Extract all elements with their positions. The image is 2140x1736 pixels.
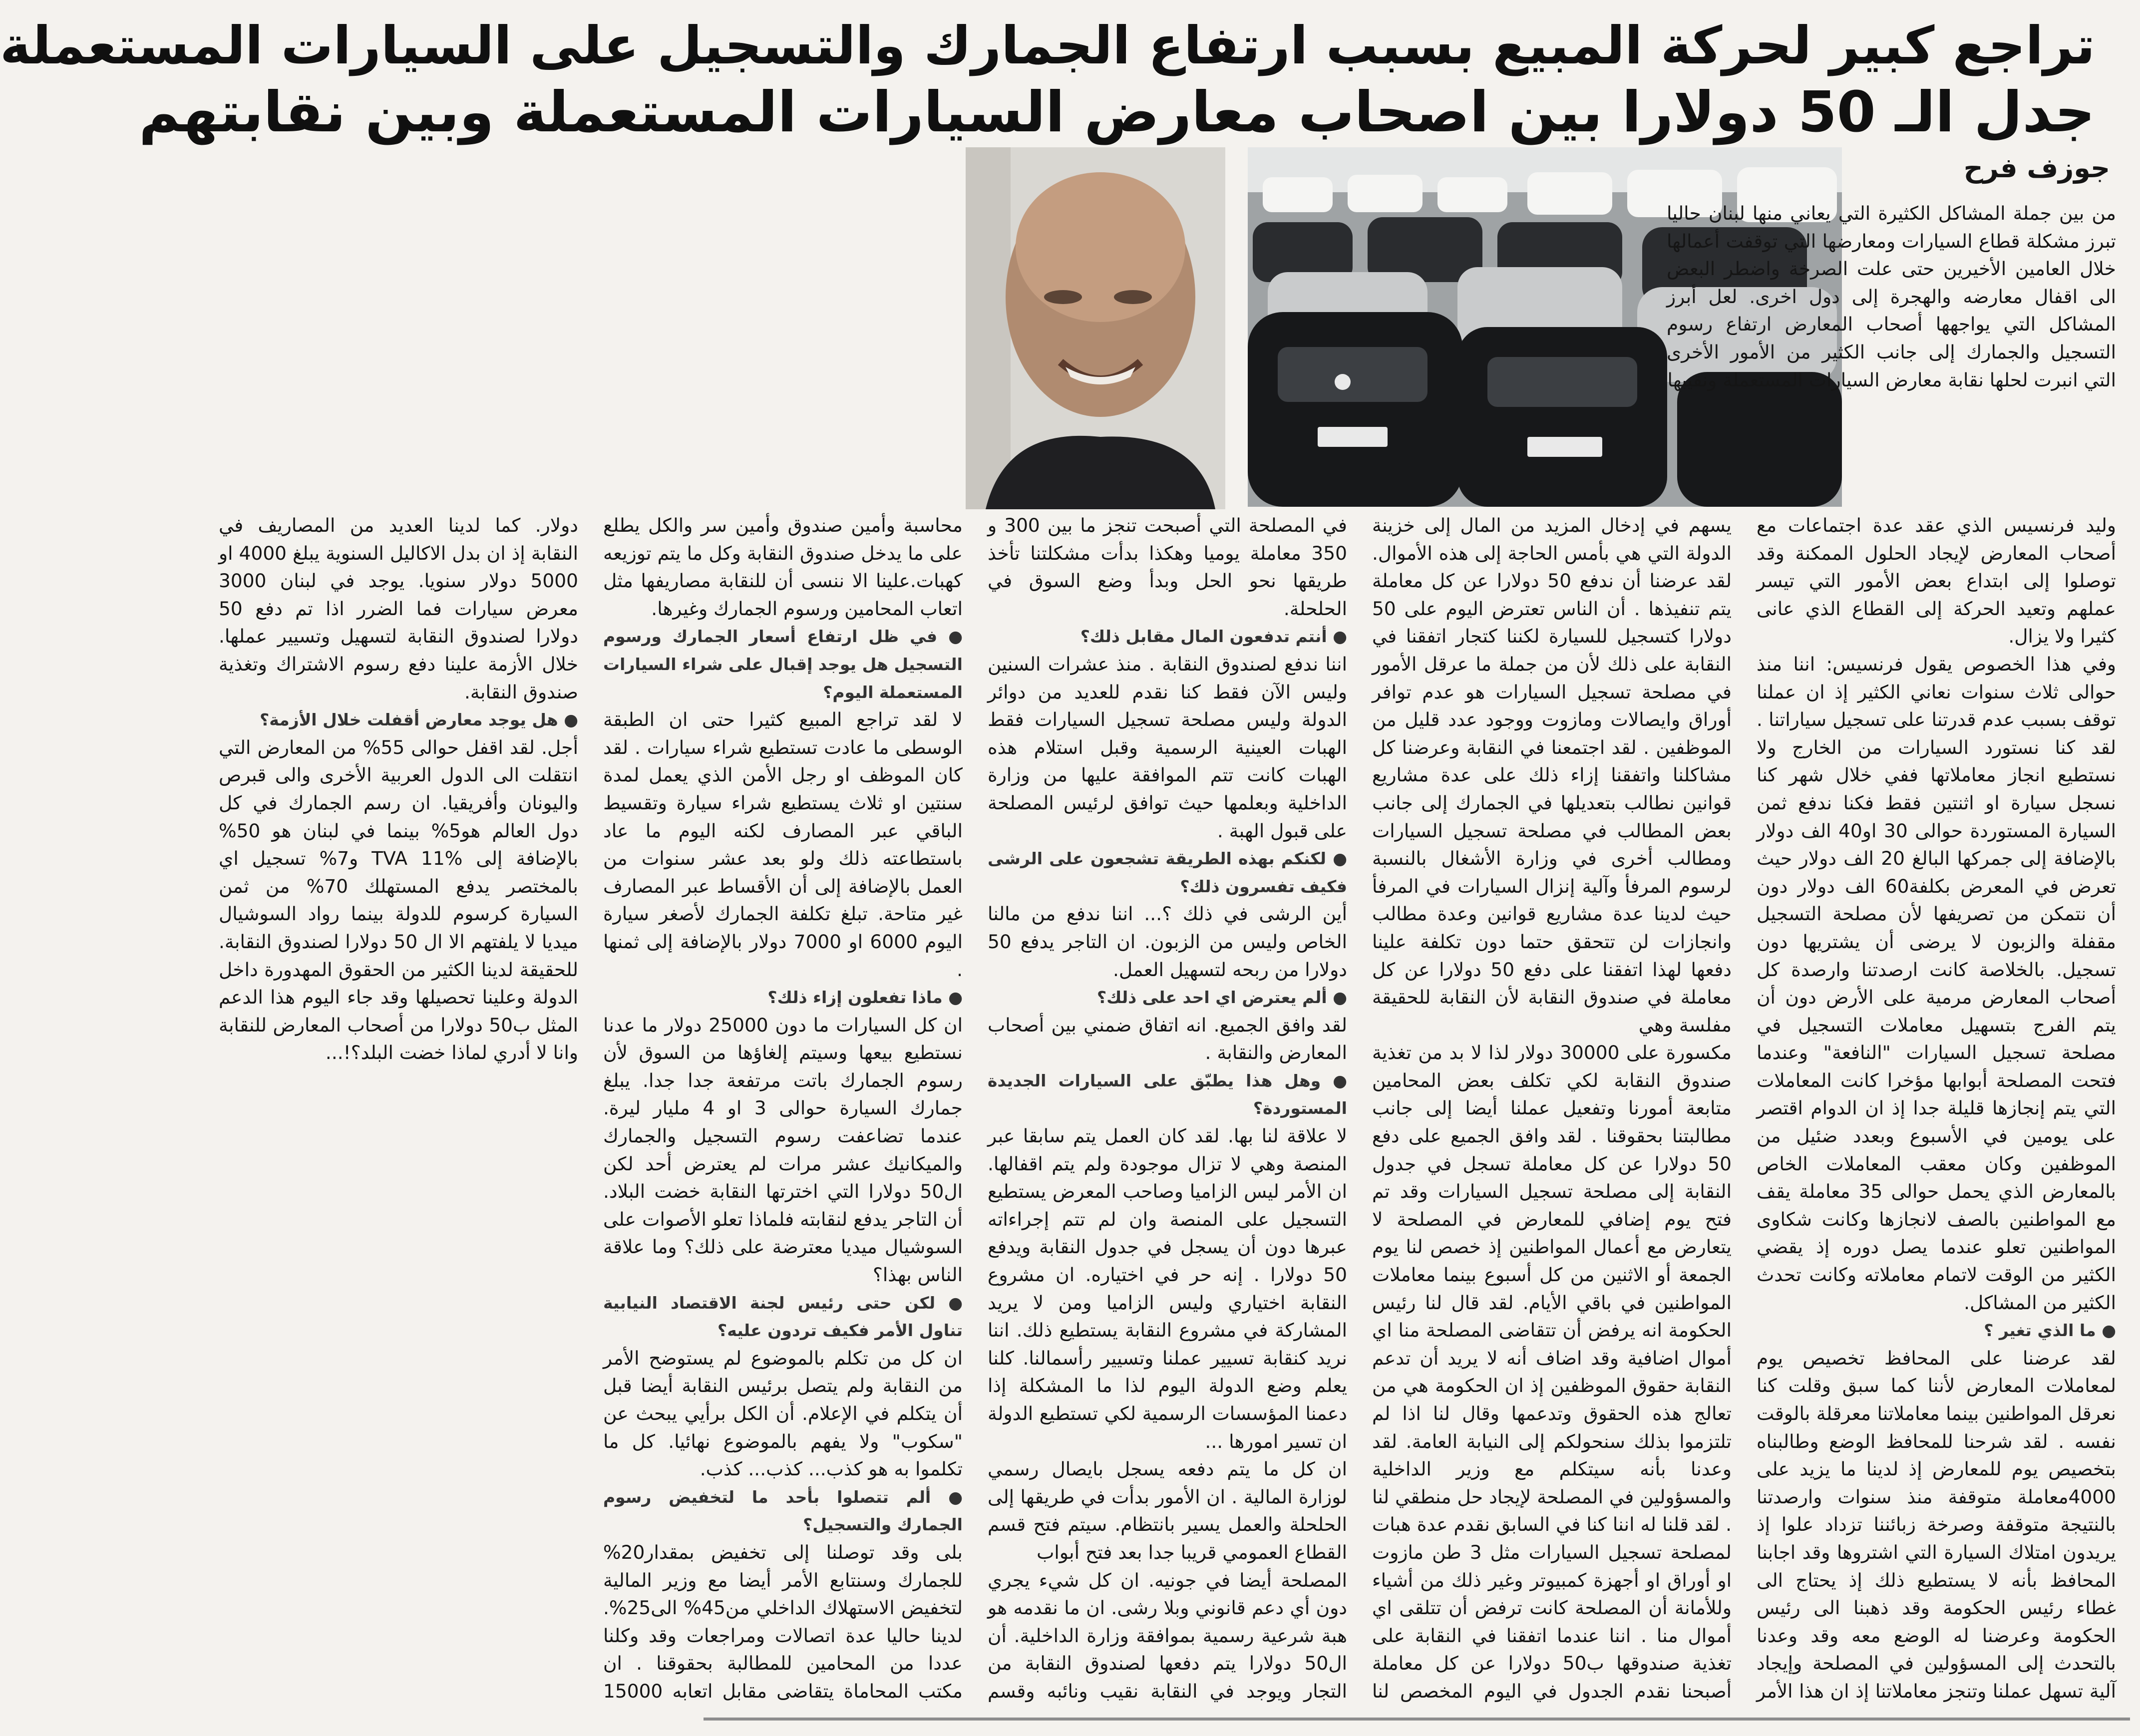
interview-question: ● لكنكم بهذه الطريقة تشجعون على الرشى فكيف تفسرون ذلك؟ [988, 849, 1347, 896]
article-body-columns [219, 512, 2117, 1713]
headline-line-1: تراجع كبير لحركة المبيع بسبب ارتفاع الجمارك والتسجيل على السيارات المستعملة [0, 15, 2095, 76]
interview-question: ● في ظل ارتفاع أسعار الجمارك ورسوم التسجيل هل يوجد إقبال على شراء السيارات المستعملة اليوم؟ [603, 627, 963, 702]
interview-question: ● ألم يعترض اي احد على ذلك؟ [1096, 988, 1347, 1008]
article-paragraph: من بين جملة المشاكل الكثيرة التي يعاني منها لبنان حاليا تبرز مشكلة قطاع السيارات ومعارضها التي توقفت أعمالها خلال العامين الأخيرين حتى علت الصرخة واضطر البعض الى اقفال معارضه والهجرة إلى دول اخرى. لعل أبرز المشاكل التي يواجهها أصحاب المعارض ارتفاع رسوم التسجيل والجمارك إلى جانب الكثير من الأمور الأخرى التي انبرت لحلها نقابة معارض السيارات المستعملة ونقيبها [1667, 202, 2116, 391]
article-paragraph: أين الرشى في ذلك ؟... اننا ندفع من مالنا الخاص وليس من الزبون. ان التاجر يدفع 50 دولارا من ربحه لتسهيل العمل. [988, 903, 1347, 981]
article-paragraph: وفي هذا الخصوص يقول فرنسيس: اننا منذ حوالى ثلاث سنوات نعاني الكثير إذ ان عملنا توقف بسبب عدم قدرتنا على تسجيل سياراتنا . لقد كنا نستورد السيارات من الخارج ولا نستطيع انجاز معاملاتها ففي خلال شهر كنا نسجل سيارة او اثنتين فقط فكنا ندفع ثمن السيارة المستوردة حوالى 30 او40 الف دولار بالإضافة إلى جمركها البالغ 20 الف دولار حيث تعرض في المعرض بكلفة60 الف دولار دون أن نتمكن من تصريفها لأن مصلحة التسجيل مقفلة والزبون لا يرضى أن يشتريها دون تسجيل. بالخلاصة كانت ارصدتنا وارصدة كل أصحاب المعارض مرمية على الأرض دون أن يتم الفرج بتسهيل معاملات التسجيل في مصلحة تسجيل السيارات "النافعة" وعندما فتحت المصلحة أبوابها مؤخرا كانت المعاملات التي يتم إنجازها قليلة جدا إذ ان الدوام اقتصر على يومين في الأسبوع وبعدد ضئيل من الموظفين وكان معقب المعاملات الخاص بالمعارض الذي يحمل حوالى 35 معاملة يقف مع المواطنين بالصف لانجازها وكانت شكاوى المواطنين تعلو عندما يصل دوره إذ يقضي الكثير من الوقت لاتمام معاملاته وكانت تحدث الكثير من المشاكل. [1757, 653, 2117, 1314]
article-column-intro [1667, 200, 2116, 509]
article-paragraph: مكسورة على 30000 دولار لذا لا بد من تغذية صندوق النقابة لكي تكلف بعض المحامين متابعة أمورنا وتفعيل عملنا أيضا إلى جانب مطالبتنا بحقوقنا . لقد وافق الجميع على دفع 50 دولارا عن كل معاملة تسجل في جدول النقابة إلى مصلحة تسجيل السيارات وقد تم فتح يوم إضافي للمعارض في المصلحة لا يتعارض مع أعمال المواطنين إذ خصص لنا يوم الجمعة أو الاثنين من كل أسبوع بينما معاملات المواطنين في باقي الأيام. لقد قال لنا رئيس الحكومة انه يرفض أن تتقاضى المصلحة منا اي أموال اضافية وقد اضاف أنه لا يريد أن تدعم النقابة حقوق الموظفين إذ ان الحكومة هي من تعالج هذه الحقوق وتدعمها وقال لنا اذا لم تلتزموا بذلك سنحولكم إلى النيابة العامة. لقد وعدنا بأنه سيتكلم مع وزير الداخلية والمسؤولين في المصلحة لإيجاد حل منطقي لنا . لقد قلنا له اننا كنا في السابق نقدم عدة هبات لمصلحة تسجيل السيارات مثل 3 طن مازوت او أوراق او أجهزة كمبيوتر وغير ذلك من أشياء وللأمانة أن المصلحة كانت ترفض أن تتلقى اي أموال منا . اننا عندما اتفقنا في النقابة على تغذية صندوقها ب50 دولارا عن كل معاملة أصبحنا نقدم الجدول في اليوم المخصص لنا في المصلحة التي أصبحت تنجز ما بين 300 و 350 معاملة يوميا وهكذا بدأت مشكلتنا تأخذ طريقها نحو الحل وبدأ وضع السوق في الحلحلة. [988, 514, 1732, 1702]
portrait-illustration [966, 147, 1225, 509]
article-paragraph: لا لقد تراجع المبيع كثيرا حتى ان الطبقة الوسطى ما عادت تستطيع شراء سيارات . لقد كان الموظف او رجل الأمن الذي يعمل لمدة سنتين او ثلاث يستطيع شراء سيارة وتقسيط الباقي عبر المصارف لكنه اليوم ما عاد باستطاعته ذلك ولو بعد عشر سنوات من العمل بالإضافة إلى أن الأقساط عبر المصارف غير متاحة. تبلغ تكلفة الجمارك لأصغر سيارة اليوم 6000 او 7000 دولار بالإضافة إلى ثمنها . [603, 708, 963, 981]
article-paragraph: لا علاقة لنا بها. لقد كان العمل يتم سابقا عبر المنصة وهي لا تزال موجودة ولم يتم اقفالها. ان الأمر ليس الزاميا وصاحب المعرض يستطيع التسجيل على المنصة وان لم تتم إجراءاته عبرها دون أن يسجل في جدول النقابة ويدفع 50 دولارا . إنه حر في اختياره. ان مشروع النقابة اختياري وليس الزاميا ومن لا يريد المشاركة في مشروع النقابة يستطيع ذلك. اننا نريد كنقابة تسيير عملنا وتسيير رأسمالنا. كلنا يعلم وضع الدولة اليوم لذا ما المشكلة إذا دعمنا المؤسسات الرسمية لكي تستطيع الدولة ان تسير امورها ... [988, 1125, 1347, 1452]
article-paragraph: وليد فرنسيس الذي عقد عدة اجتماعات مع أصحاب المعارض لإيجاد الحلول الممكنة وقد توصلوا إلى ابتداع بعض الأمور التي تيسر عملهم وتعيد الحركة إلى القطاع الذي عانى كثيرا ولا يزال. [1757, 514, 2116, 648]
article-paragraph: لقد وافق الجميع. انه اتفاق ضمني بين أصحاب المعارض والنقابة . [988, 1014, 1347, 1064]
bottom-rule [704, 1718, 2130, 1721]
article-paragraph: بلى وقد توصلنا إلى تخفيض بمقدار20% للجمارك وسنتابع الأمر أيضا مع وزير المالية لتخفيض الاستهلاك الداخلي من45% الى25%. لدينا حاليا عدة اتصالات ومراجعات وقد وكلنا عددا من المحامين للمطالبة بحقوقنا . ان مكتب المحاماة يتقاضى مقابل اتعابه 15000 دولار. كما لدينا العديد من المصاريف في النقابة إذ ان بدل الاكاليل السنوية يبلغ 4000 او 5000 دولار سنويا. يوجد في لبنان 3000 معرض سيارات فما الضرر اذا تم دفع 50 دولارا لصندوق النقابة لتسهيل وتسيير عملها. خلال الأزمة علينا دفع رسوم الاشتراك وتغذية صندوق النقابة. [219, 514, 963, 1702]
article-paragraph: ان كل من تكلم بالموضوع لم يستوضح الأمر من النقابة ولم يتصل برئيس النقابة أيضا قبل أن يتكلم في الإعلام. أن الكل برأيي يبحث عن "سكوب" ولا يفهم بالموضوع نهائيا. كل ما تكلموا به هو كذب... كذب... كذب. [603, 1347, 963, 1480]
headline-line-2: جدل الـ 50 دولارا بين اصحاب معارض السيارات المستعملة وبين نقابتهم [139, 80, 2095, 145]
article-paragraph: ان كل ما يتم دفعه يسجل بايصال رسمي لوزارة المالية . ان الأمور بدأت في طريقها إلى الحلحلة والعمل يسير بانتظام. سيتم فتح قسم القطاع العمومي قريبا جدا بعد فتح أبواب [988, 1458, 1347, 1563]
article-paragraph: أجل. لقد اقفل حوالى 55% من المعارض التي انتقلت الى الدول العربية الأخرى والى قبرص واليونان وأفريقيا. ان رسم الجمارك في كل دول العالم هو5% بينما في لبنان هو 50% بالإضافة إلى TVA 11% و7% تسجيل اي بالمختصر يدفع المستهلك 70% من ثمن السيارة كرسوم للدولة بينما رواد السوشيال ميديا لا يلفتهم الا ال 50 دولارا لصندوق النقابة. للحقيقة لدينا الكثير من الحقوق المهدورة داخل الدولة وعلينا تحصيلها وقد جاء اليوم هذا الدعم المثل ب50 دولارا من أصحاب المعارض للنقابة وانا لا أدري لماذا خضت البلد؟!... [219, 736, 579, 1064]
interview-question: ● لكن حتى رئيس لجنة الاقتصاد النيابية تناول الأمر فكيف تردون عليه؟ [603, 1293, 963, 1341]
article-paragraph: المصلحة أيضا في جونيه. ان كل شيء يجري دون أي دعم قانوني وبلا رشى. ان ما نقدمه هو هبة شرعية رسمية بموافقة وزارة الداخلية. أن ال50 دولارا يتم دفعها لصندوق النقابة من التجار ويوجد في النقابة نقيب ونائبه وقسم محاسبة وأمين صندوق وأمين سر والكل يطلع على ما يدخل صندوق النقابة وكل ما يتم توزيعه كهبات.علينا الا ننسى أن للنقابة مصاريفها مثل اتعاب المحامين ورسوم الجمارك وغيرها. [603, 514, 1347, 1702]
interview-question: ● أنتم تدفعون المال مقابل ذلك؟ [1080, 627, 1347, 647]
interview-question: ● وهل هذا يطبّق على السيارات الجديدة المستوردة؟ [988, 1070, 1347, 1118]
portrait-photo [966, 147, 1225, 509]
interview-question: ● ما الذي تغير ؟ [1984, 1321, 2116, 1341]
article-paragraph: ان كل السيارات ما دون 25000 دولار ما عدنا نستطيع بيعها وسيتم إلغاؤها من السوق لأن رسوم الجمارك باتت مرتفعة جدا جدا. يبلغ جمارك السيارة حوالى 3 او 4 مليار ليرة. عندما تضاعفت رسوم التسجيل والجمارك والميكانيك عشر مرات لم يعترض أحد لكن ال50 دولارا التي اخترتها النقابة خضت البلاد. أن التاجر يدفع لنقابته فلماذا تعلو الأصوات على السوشيال ميديا معترضة على ذلك؟ وما علاقة الناس بهذا؟ [603, 1014, 963, 1286]
article-paragraph: لقد عرضنا على المحافظ تخصيص يوم لمعاملات المعارض لأننا كما سبق وقلت كنا نعرقل المواطنين بينما معاملاتنا معرقلة بالوقت نفسه . لقد شرحنا للمحافظ الوضع وطالبناه بتخصيص يوم للمعارض إذ لدينا ما يزيد على 4000معاملة متوقفة منذ سنوات وارصدتنا بالنتيجة متوقفة وصرخة زبائننا تزداد علوا إذ يريدون امتلاك السيارة التي اشتروها وقد اجابنا المحافظ بأنه لا يستطيع ذلك إذ يحتاج الى غطاء رئيس الحكومة وقد ذهبنا الى رئيس الحكومة وعرضنا له الوضع معه وقد وعدنا بالتحدث إلى المسؤولين في المصلحة وإيجاد آلية تسهل عملنا وتنجز معاملاتنا إذ ان هذا الأمر يسهم في إدخال المزيد من المال إلى خزينة الدولة التي هي بأمس الحاجة إلى هذه الأموال. لقد عرضنا أن ندفع 50 دولارا عن كل معاملة يتم تنفيذها . أن الناس تعترض اليوم على 50 دولارا كتسجيل للسيارة لكننا كتجار اتفقنا في النقابة على ذلك لأن من جملة ما عرقل الأمور في مصلحة تسجيل السيارات هو عدم توافر أوراق وايصالات ومازوت ووجود عدد قليل من الموظفين . لقد اجتمعنا في النقابة وعرضنا كل مشاكلنا واتفقنا إزاء ذلك على عدة مشاريع قوانين نطالب بتعديلها في الجمارك إلى جانب بعض المطالب في مصلحة تسجيل السيارات ومطالب أخرى في وزارة الأشغال بالنسبة لرسوم المرفأ وآلية إنزال السيارات في المرفأ حيث لدينا عدة مشاريع قوانين وعدة مطالب وانجازات لن تتحقق حتما دون تكلفة علينا دفعها لهذا اتفقنا على دفع 50 دولارا عن كل معاملة في صندوق النقابة لأن النقابة للحقيقة مفلسة وهي [1372, 514, 2116, 1702]
interview-question: ● ماذا تفعلون إزاء ذلك؟ [767, 988, 963, 1008]
interview-question: ● هل يوجد معارض أقفلت خلال الأزمة؟ [260, 710, 578, 730]
article-paragraph: اننا ندفع لصندوق النقابة . منذ عشرات السنين وليس الآن فقط كنا نقدم للعديد من دوائر الدولة وليس مصلحة تسجيل السيارات فقط الهبات العينية الرسمية وقبل استلام هذه الهبات كانت تتم الموافقة عليها من وزارة الداخلية وبعلمها حيث توافق لرئيس المصلحة على قبول الهبة . [988, 653, 1347, 842]
byline: جوزف فرح [1963, 152, 2110, 184]
article-body [219, 512, 2117, 1713]
interview-question: ● ألم تتصلوا بأحد ما لتخفيض رسوم الجمارك والتسجيل؟ [603, 1487, 963, 1535]
